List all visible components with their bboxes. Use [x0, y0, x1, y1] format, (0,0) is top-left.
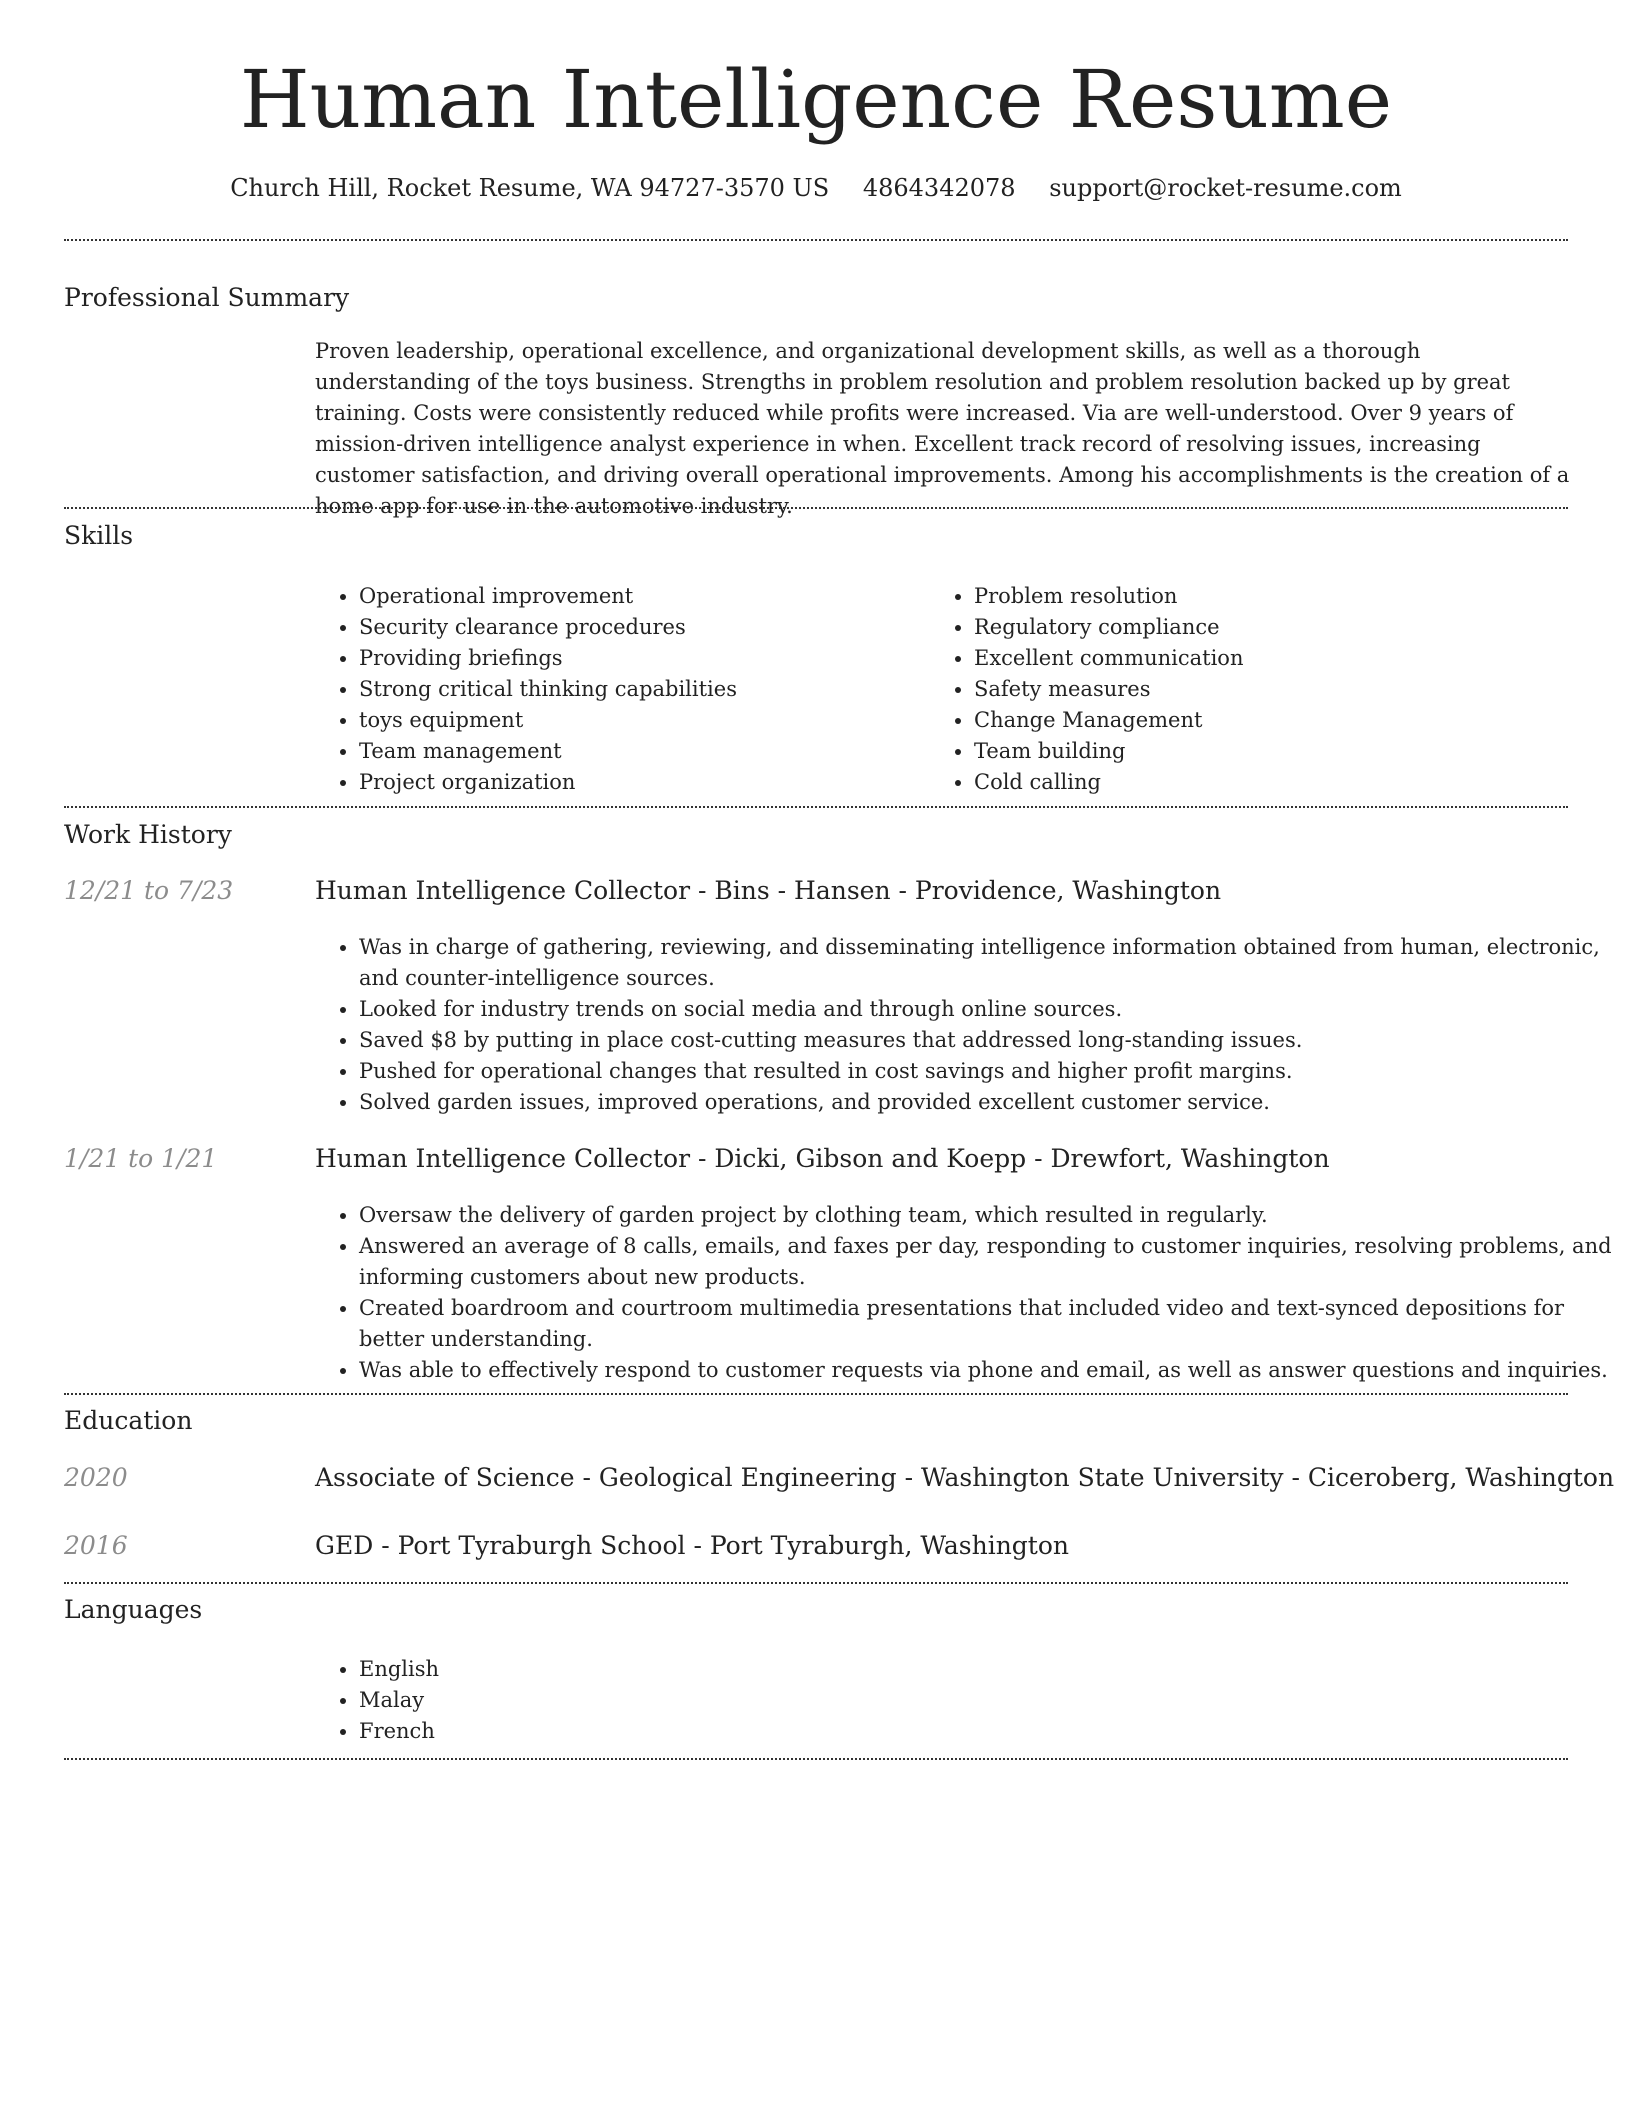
- contact-email: support@rocket-resume.com: [1049, 174, 1402, 202]
- languages-list: [315, 1654, 959, 1747]
- job-bullet: • Looked for industry trends on social media and through online sources.: [359, 994, 1616, 1025]
- skill-item: • toys equipment: [359, 705, 929, 736]
- language-item: • French: [359, 1716, 959, 1747]
- contact-address: Church Hill, Rocket Resume, WA 94727-3570 US: [230, 174, 830, 202]
- skill-item: • Safety measures: [974, 674, 1604, 705]
- section-title-languages: Languages: [64, 1595, 203, 1624]
- skill-item: • Problem resolution: [974, 581, 1604, 612]
- summary-text: Proven leadership, operational excellence, and organizational development skills, as well as a thorough understanding of the toys business. Strengths in problem resolution and problem resolution backed up by great training. Costs were consistently reduced while profits were increased. Via are well-understood. Over 9 years of mission-driven intelligence analyst experience in when. Excellent track record of resolving issues, increasing customer satisfaction, and driving overall operational improvements. Among his accomplishments is the creation of a home app for use in the automotive industry.: [315, 339, 1570, 518]
- contact-phone: 4864342078: [862, 174, 1016, 202]
- skills-list-right: [930, 581, 1604, 798]
- skill-item: • Team management: [359, 736, 929, 767]
- education-year: 2020: [64, 1463, 128, 1492]
- language-item: • English: [359, 1654, 959, 1685]
- job-heading: [315, 1141, 1330, 1177]
- skill-item: • Providing briefings: [359, 643, 929, 674]
- divider: [64, 507, 1568, 509]
- section-title-education: Education: [64, 1406, 193, 1435]
- divider: [64, 1393, 1568, 1395]
- section-title-work: Work History: [64, 820, 232, 849]
- contact-line: [0, 170, 1632, 206]
- skill-item: • Security clearance procedures: [359, 612, 929, 643]
- job-bullets: [315, 932, 1616, 1118]
- job-title: Human Intelligence Collector: [315, 1144, 691, 1173]
- skill-item: • Team building: [974, 736, 1604, 767]
- skill-item: • Project organization: [359, 767, 929, 798]
- skills-list-left: [315, 581, 929, 798]
- job-bullet: • Created boardroom and courtroom multimedia presentations that included video and text-synced depositions for better understanding.: [359, 1293, 1616, 1355]
- section-title-summary: Professional Summary: [64, 283, 350, 312]
- job-bullet: • Pushed for operational changes that resulted in cost savings and higher profit margins.: [359, 1056, 1616, 1087]
- job-bullet: • Solved garden issues, improved operations, and provided excellent customer service.: [359, 1087, 1616, 1118]
- education-entry: GED - Port Tyraburgh School - Port Tyraburgh, Washington: [315, 1531, 1070, 1560]
- section-title-skills: Skills: [64, 521, 134, 550]
- job-heading: [315, 873, 1221, 909]
- language-item: • Malay: [359, 1685, 959, 1716]
- job-bullet: • Was in charge of gathering, reviewing, and disseminating intelligence information obtained from human, electronic, and counter-intelligence sources.: [359, 932, 1616, 994]
- education-entry: Associate of Science - Geological Engineering - Washington State University - Ciceroberg, Washington: [315, 1463, 1615, 1492]
- divider: [64, 1758, 1568, 1760]
- skill-item: • Operational improvement: [359, 581, 929, 612]
- divider: [64, 239, 1568, 241]
- skill-item: • Cold calling: [974, 767, 1604, 798]
- skill-item: • Change Management: [974, 705, 1604, 736]
- job-title: Human Intelligence Collector: [315, 876, 691, 905]
- job-bullet: • Oversaw the delivery of garden project by clothing team, which resulted in regularly.: [359, 1200, 1616, 1231]
- job-bullet: • Saved $8 by putting in place cost-cutting measures that addressed long-standing issues.: [359, 1025, 1616, 1056]
- skill-item: • Strong critical thinking capabilities: [359, 674, 929, 705]
- skill-item: • Excellent communication: [974, 643, 1604, 674]
- job-dates: 12/21 to 7/23: [64, 876, 234, 905]
- skill-item: • Regulatory compliance: [974, 612, 1604, 643]
- job-details: - Bins - Hansen - Providence, Washington: [690, 876, 1222, 905]
- job-bullet: • Was able to effectively respond to customer requests via phone and email, as well as answer questions and inquiries.: [359, 1355, 1616, 1386]
- job-bullet: • Answered an average of 8 calls, emails, and faxes per day, responding to customer inquiries, resolving problems, and informing customers about new products.: [359, 1231, 1616, 1293]
- divider: [64, 806, 1568, 808]
- divider: [64, 1582, 1568, 1584]
- job-details: - Dicki, Gibson and Koepp - Drewfort, Washington: [690, 1144, 1330, 1173]
- job-bullets: [315, 1200, 1616, 1386]
- resume-title: Human Intelligence Resume: [239, 53, 1393, 146]
- job-dates: 1/21 to 1/21: [64, 1144, 218, 1173]
- education-year: 2016: [64, 1531, 128, 1560]
